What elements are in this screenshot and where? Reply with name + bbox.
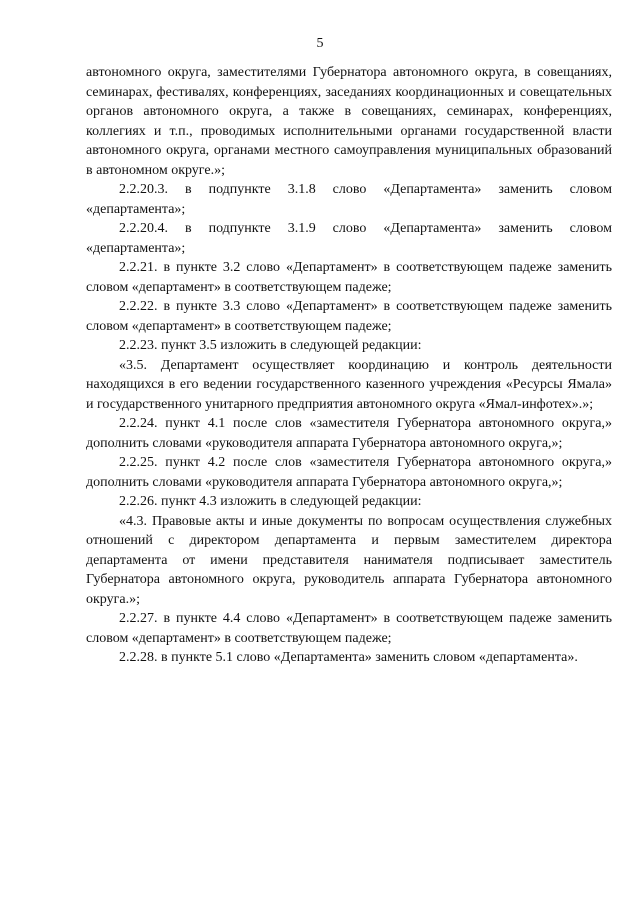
paragraph-2-2-22: 2.2.22. в пункте 3.3 слово «Департамент» в соответствующем падеже заменить словом «департамент» в соответствующем падеже; (86, 299, 612, 334)
paragraph-2-2-27: 2.2.27. в пункте 4.4 слово «Департамент» в соответствующем падеже заменить словом «департамент» в соответствующем падеже; (86, 611, 612, 646)
paragraph-2-2-23: 2.2.23. пункт 3.5 изложить в следующей редакции: (119, 338, 422, 353)
quote-4-3: «4.3. Правовые акты и иные документы по вопросам осуществления служебных отношений с директором департамента и первым заместителем директора департамента от имени представителя нанимателя подписывает заместитель Губернатора автономного округа, руководитель аппарата Губернатора автономного округа.»; (86, 513, 612, 607)
paragraph-2-2-20-4: 2.2.20.4. в подпункте 3.1.9 слово «Департамента» заменить словом «департамента»; (86, 221, 612, 256)
paragraph-2-2-20-3: 2.2.20.3. в подпункте 3.1.8 слово «Департамента» заменить словом «департамента»; (86, 182, 612, 217)
page-number: 5 (316, 36, 324, 51)
paragraph-2-2-21: 2.2.21. в пункте 3.2 слово «Департамент» в соответствующем падеже заменить словом «департамент» в соответствующем падеже; (86, 260, 612, 295)
paragraph-2-2-24: 2.2.24. пункт 4.1 после слов «заместителя Губернатора автономного округа,» дополнить словами «руководителя аппарата Губернатора автономного округа,»; (86, 416, 612, 451)
quote-3-5: «3.5. Департамент осуществляет координацию и контроль деятельности находящихся в его ведении государственного казенного учреждения «Ресурсы Ямала» и государственного унитарного предприятия автономного округа «Ямал-инфотех».»; (86, 357, 612, 412)
paragraph-2-2-28: 2.2.28. в пункте 5.1 слово «Департамента» заменить словом «департамента». (119, 650, 578, 665)
paragraph-2-2-25: 2.2.25. пункт 4.2 после слов «заместителя Губернатора автономного округа,» дополнить словами «руководителя аппарата Губернатора автономного округа,»; (86, 455, 612, 490)
paragraph-continuation: автономного округа, заместителями Губернатора автономного округа, в совещаниях, семинарах, фестивалях, конференциях, заседаниях координационных и совещательных органов автономного округа, а также в совещаниях, семинарах, конференциях, коллегиях и т.п., проводимых исполнительными органами государственной власти автономного округа, органами местного самоуправления муниципальных образований в автономном округе.»; (86, 65, 612, 178)
document-body (86, 63, 612, 668)
paragraph-2-2-26: 2.2.26. пункт 4.3 изложить в следующей редакции: (119, 494, 422, 509)
